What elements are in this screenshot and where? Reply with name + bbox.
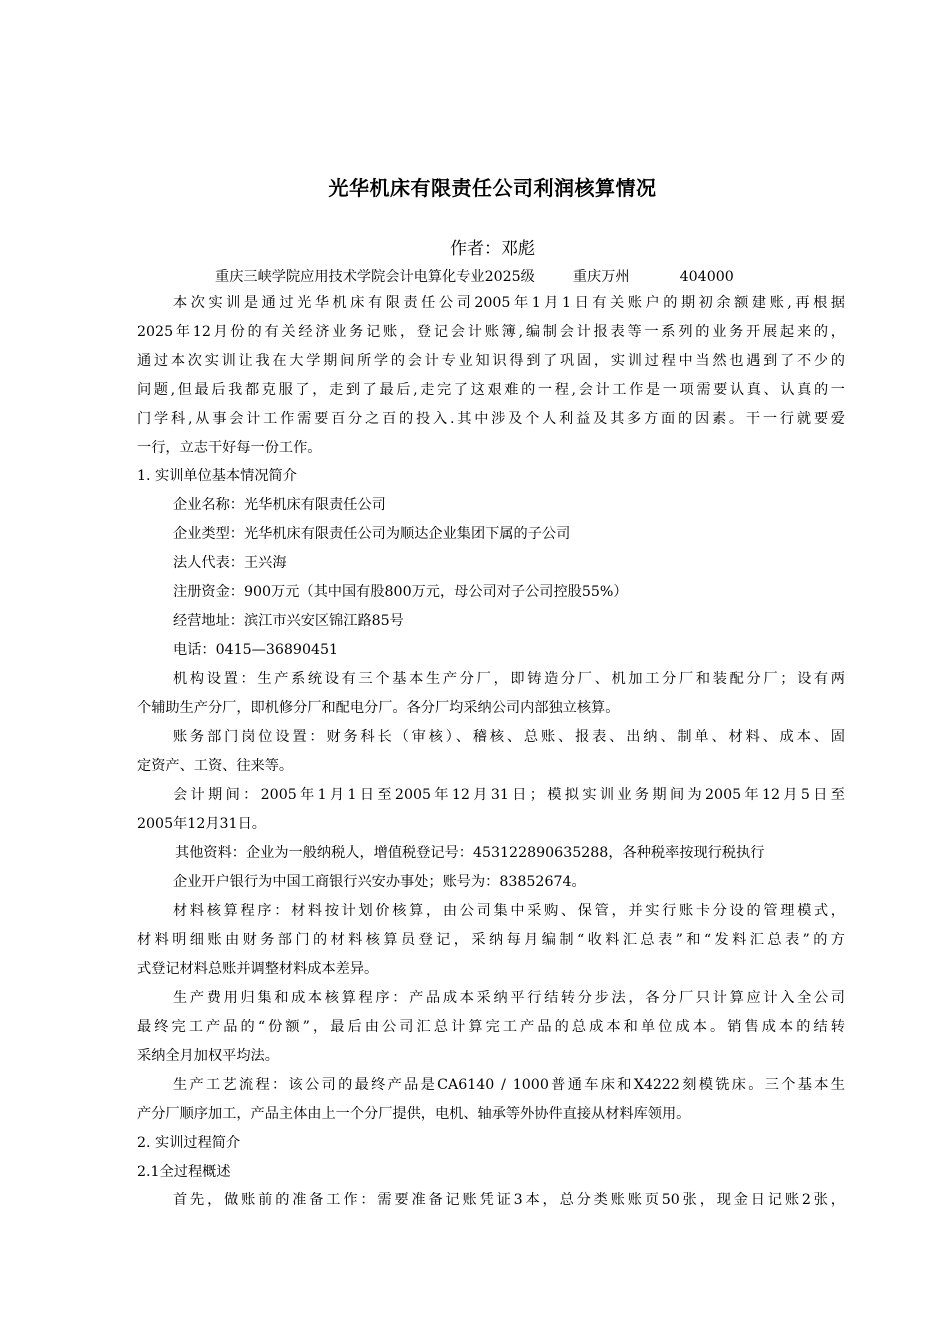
affiliation-line	[215, 266, 734, 286]
cost-procedure-line-3: 采纳全月加权平均法。	[137, 1048, 279, 1064]
intro-line-1: 本次实训是通过光华机床有限责任公司2005年1月1日有关账户的期初余额建账,再根据	[173, 295, 845, 311]
document-title: 光华机床有限责任公司利润核算情况	[328, 176, 657, 200]
section-2-heading: 2. 实训过程简介	[137, 1135, 241, 1151]
org-setup-line-1: 机构设置：生产系统设有三个基本生产分厂，即铸造分厂、机加工分厂和装配分厂；设有两	[173, 671, 845, 687]
intro-line-4: 问题,但最后我都克服了，走到了最后,走完了这艰难的一程,会计工作是一项需要认真、认真的一	[137, 382, 845, 398]
intro-line-6: 一行，立志干好每一份工作。	[137, 440, 322, 456]
org-setup-line-2: 个辅助生产分厂，即机修分厂和配电分厂。各分厂均采纳公司内部独立核算。	[137, 700, 620, 716]
process-overview-line-1: 首先，做账前的准备工作：需要准备记账凭证3本，总分类账账页50张，现金日记账2张，	[173, 1192, 845, 1208]
affiliation-postcode: 404000	[679, 269, 734, 285]
material-procedure-line-1: 材料核算程序：材料按计划价核算，由公司集中采购、保管，并实行账卡分设的管理模式，	[173, 903, 845, 919]
cost-procedure-line-1: 生产费用归集和成本核算程序：产品成本采纳平行结转分步法，各分厂只计算应计入全公司	[173, 990, 845, 1006]
accounting-period-line-1: 会计期间：2005年1月1日至2005年12月31日；模拟实训业务期间为2005年12月5日至	[173, 787, 845, 803]
section-2-1-heading: 2.1全过程概述	[137, 1164, 231, 1180]
author-line: 作者：邓彪	[450, 239, 535, 259]
other-info-line-2: 企业开户银行为中国工商银行兴安办事处；账号为：83852674。	[173, 874, 586, 890]
material-procedure-line-2: 材料明细账由财务部门的材料核算员登记，采纳每月编制“收料汇总表”和“发料汇总表”的方	[137, 932, 845, 948]
other-info-line-1: 其他资料：企业为一般纳税人，增值税登记号：453122890635288，各种税率按现行税执行	[175, 845, 765, 861]
intro-line-2: 2025年12月份的有关经济业务记账，登记会计账簿,编制会计报表等一系列的业务开展起来的，	[137, 324, 845, 340]
affiliation-city: 重庆万州	[572, 269, 630, 285]
intro-line-3: 通过本次实训让我在大学期间所学的会计专业知识得到了巩固，实训过程中当然也遇到了不少的	[137, 353, 845, 369]
accounting-period-line-2: 2005年12月31日。	[137, 816, 266, 832]
company-type: 企业类型：光华机床有限责任公司为顺达企业集团下属的子公司	[173, 526, 571, 542]
material-procedure-line-3: 式登记材料总账并调整材料成本差异。	[137, 961, 379, 977]
cost-procedure-line-2: 最终完工产品的“份额”，最后由公司汇总计算完工产品的总成本和单位成本。销售成本的结转	[137, 1019, 845, 1035]
registered-capital: 注册资金：900万元（其中国有股800万元，母公司对子公司控股55%）	[173, 584, 628, 600]
intro-line-5: 门学科,从事会计工作需要百分之百的投入.其中涉及个人利益及其多方面的因素。干一行就要爱	[137, 411, 845, 427]
company-name: 企业名称：光华机床有限责任公司	[173, 497, 386, 513]
affiliation-school: 重庆三峡学院应用技术学院会计电算化专业2025级	[215, 269, 535, 285]
legal-representative: 法人代表：王兴海	[173, 555, 287, 571]
accounting-posts-line-2: 定资产、工资、往来等。	[137, 758, 294, 774]
process-flow-line-2: 产分厂顺序加工，产品主体由上一个分厂提供，电机、轴承等外协件直接从材料库领用。	[137, 1106, 691, 1122]
business-address: 经营地址：滨江市兴安区锦江路85号	[173, 613, 404, 629]
accounting-posts-line-1: 账务部门岗位设置：财务科长（审核）、稽核、总账、报表、出纳、制单、材料、成本、固	[173, 729, 845, 745]
phone-number: 电话：0415—36890451	[173, 642, 339, 658]
process-flow-line-1: 生产工艺流程：该公司的最终产品是CA6140 / 1000普通车床和X4222刻模铣床。三个基本生	[173, 1077, 845, 1093]
section-1-heading: 1. 实训单位基本情况简介	[137, 468, 297, 484]
